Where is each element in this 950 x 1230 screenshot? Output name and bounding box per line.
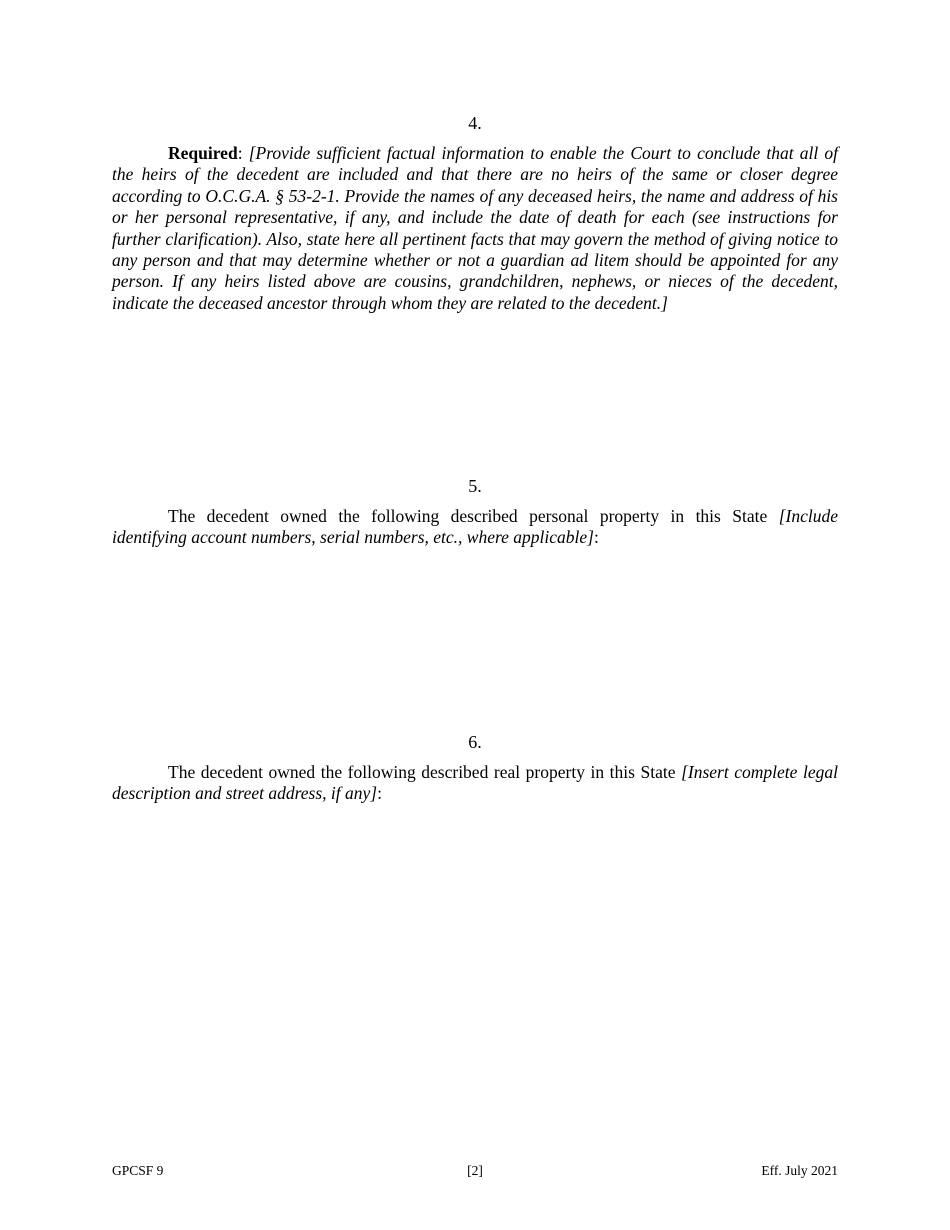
- footer-form-id: GPCSF 9: [112, 1163, 164, 1178]
- required-label: Required: [168, 143, 238, 163]
- section-6-instructions: [Insert complete legal description and street address, if any]: [112, 762, 838, 804]
- section-4-number: 4.: [468, 113, 482, 133]
- section-5-text: The decedent owned the following described personal property in this State: [168, 506, 779, 526]
- section-5-tail: :: [593, 527, 599, 548]
- footer-effective-date: Eff. July 2021: [761, 1163, 838, 1178]
- section-4-instructions: [Provide sufficient factual information to enable the Court to conclude that all of the heirs of the decedent are included and that there are no heirs of the same or closer degree according to O.C.G.A. § 53-2-1. Provide the names of any deceased heirs, the name and address of his or her personal representative, if any, and include the date of death for each (see instructions for further clarification). Also, state here all pertinent facts that may govern the method of giving notice to any person and that may determine whether or not a guardian ad litem should be appointed for any person. If any heirs listed above are cousins, grandchildren, nephews, or nieces of the decedent, indicate the deceased ancestor through whom they are related to the decedent.]: [112, 143, 838, 313]
- section-5-instructions: [Include identifying account numbers, serial numbers, etc., where applicable]: [112, 506, 838, 548]
- section-6-text: The decedent owned the following described real property in this State: [168, 762, 682, 782]
- section-6-number: 6.: [468, 732, 482, 752]
- section-6-paragraph: [112, 762, 838, 805]
- section-5-number: 5.: [468, 476, 482, 496]
- section-4-paragraph: [112, 143, 838, 314]
- footer-page-number: [2]: [467, 1163, 483, 1178]
- section-5-paragraph: [112, 506, 838, 549]
- required-colon: :: [237, 143, 249, 163]
- section-6-tail: :: [377, 783, 382, 804]
